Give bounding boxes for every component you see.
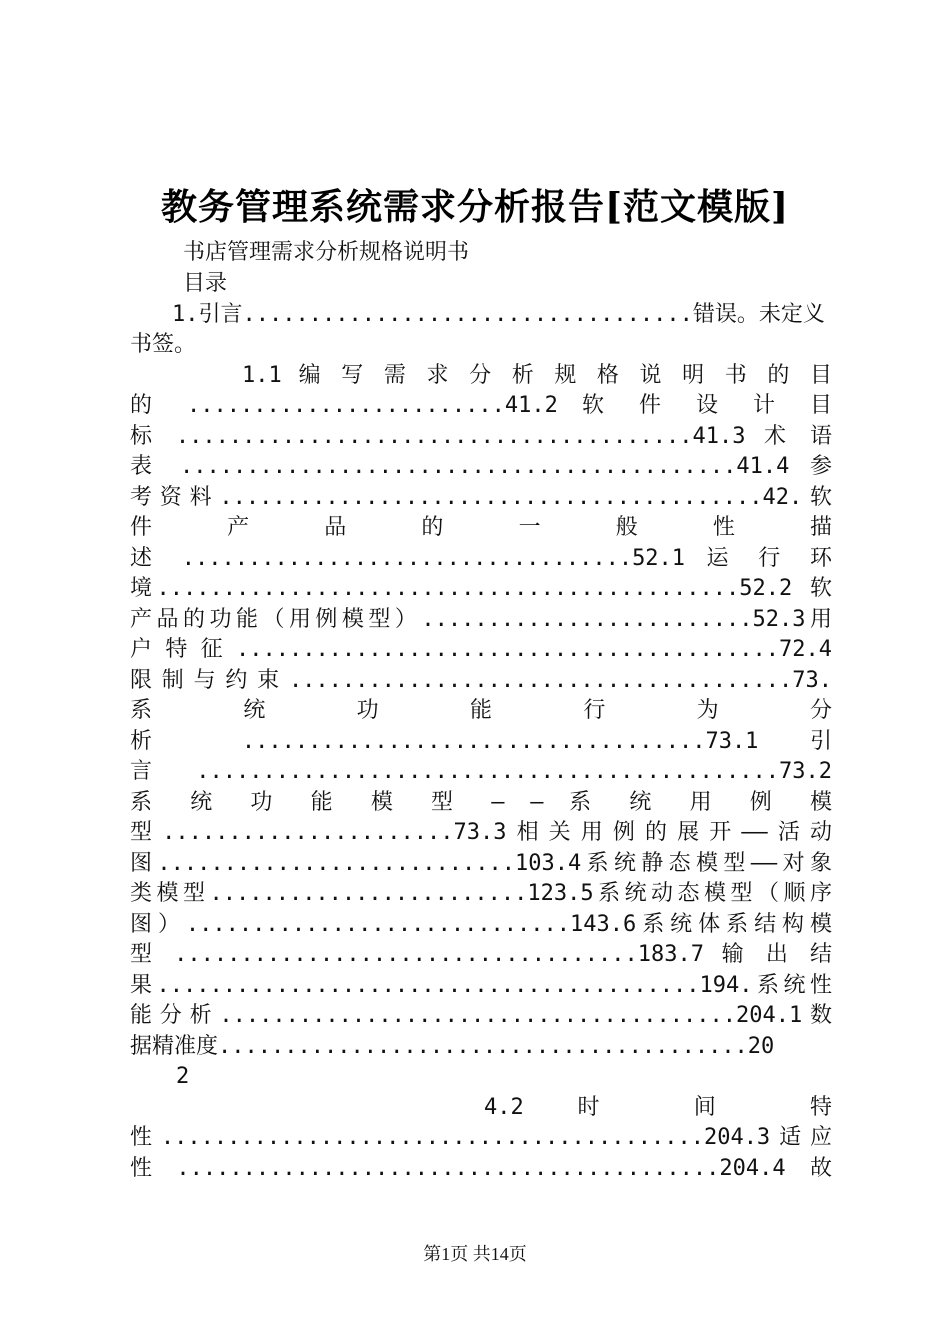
toc-line: 1.引言..................................错误。未定义 xyxy=(172,302,825,327)
toc-line: 产品的功能（用例模型）.........................52.3用 xyxy=(130,607,832,632)
toc-line: 果.........................................194.系统性 xyxy=(130,973,832,998)
toc-line: 能分析.......................................204.1数 xyxy=(130,1003,832,1028)
toc-line: 的 ........................41.2 软 件 设 计 目 xyxy=(130,393,832,418)
document-title: 教务管理系统需求分析报告[范文模版] xyxy=(160,186,790,228)
toc-line: 据精准度........................................20 xyxy=(130,1034,775,1059)
toc-line: 型 ...................................183.7 输 出 结 xyxy=(130,942,832,967)
toc-line: 述 ..................................52.1 运 行 环 xyxy=(130,546,832,571)
toc-line: 件 产 品 的 一 般 性 描 xyxy=(130,515,832,540)
toc-line: 境............................................52.2 软 xyxy=(130,576,832,601)
toc-line: 标 .......................................41.3 术 语 xyxy=(130,424,832,449)
toc-line: 系 统 功 能 行 为 分 xyxy=(130,698,832,723)
toc-line: 表 ..........................................41.4 参 xyxy=(130,454,832,479)
toc-line: 考资料.........................................42.软 xyxy=(130,485,832,510)
toc-line: 言 ............................................73.2 xyxy=(130,759,832,784)
toc-line: 2 xyxy=(176,1064,190,1089)
toc-line: 性.........................................204.4故 xyxy=(130,1156,832,1181)
toc-line: 性.........................................204.3适应 xyxy=(130,1125,832,1150)
toc-line: 4.2 时 间 特 xyxy=(484,1095,832,1120)
page-footer: 第1页 共14页 xyxy=(423,1244,527,1264)
toc-line: 析 ...................................73.1 引 xyxy=(130,729,832,754)
toc-heading: 目录 xyxy=(183,271,228,296)
toc-line: 类模型........................123.5系统动态模型（顺序 xyxy=(130,881,832,906)
toc-line: 图...........................103.4系统静态模型——对象 xyxy=(130,851,832,876)
toc-line: 限制与约束......................................73. xyxy=(130,668,832,693)
toc-line: 型......................73.3相关用例的展开——活动 xyxy=(130,820,832,845)
subtitle: 书店管理需求分析规格说明书 xyxy=(183,240,470,265)
toc-line: 系 统 功 能 模 型 — — 系 统 用 例 模 xyxy=(130,790,832,815)
toc-line: 1.1 编 写 需 求 分 析 规 格 说 明 书 的 目 xyxy=(242,363,832,388)
toc-line: 书签。 xyxy=(130,332,197,357)
toc-line: 图）.............................143.6系统体系结构模 xyxy=(130,912,832,937)
toc-line: 户特征.........................................72.4 xyxy=(130,637,832,662)
